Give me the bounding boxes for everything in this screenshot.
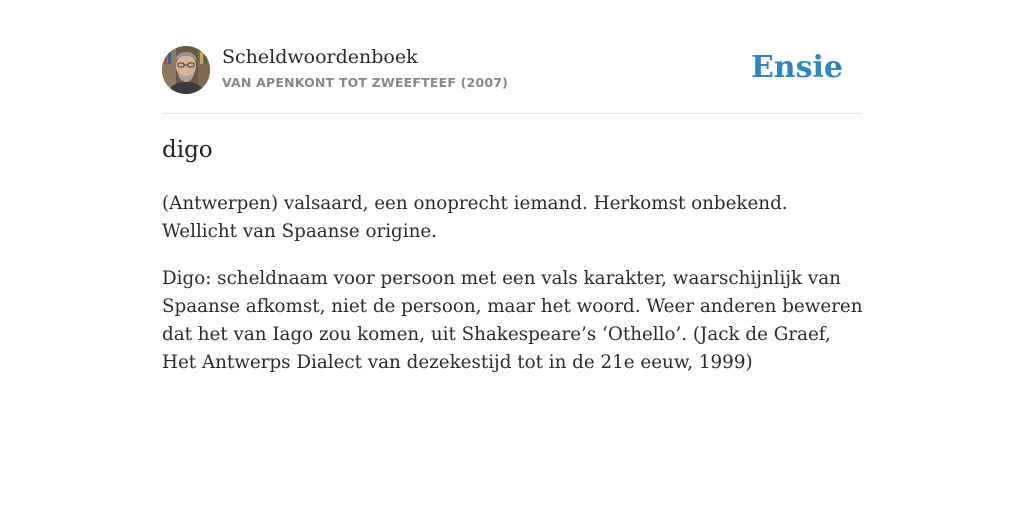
author-portrait-icon — [162, 46, 210, 94]
source-title[interactable]: Scheldwoordenboek — [222, 46, 418, 68]
definition-paragraph: Digo: scheldnaam voor persoon met een vals karakter, waarschijnlijk van Spaanse afkomst, niet de persoon, maar het woord. Weer anderen beweren dat het van Iago zou komen, uit Shakespeare’s ‘Othello’. (Jack de Graef, Het Antwerps Dialect van dezekestijd tot in de 21e eeuw, 1999) — [162, 268, 863, 373]
definition-paragraph: (Antwerpen) valsaard, een onoprecht iemand. Herkomst onbekend. Wellicht van Spaanse origine. — [162, 193, 788, 242]
avatar[interactable] — [162, 46, 210, 94]
source-header — [162, 46, 862, 96]
divider — [162, 113, 862, 114]
source-subtitle: VAN APENKONT TOT ZWEEFTEEF (2007) — [222, 75, 509, 90]
entry-term: digo — [162, 137, 213, 163]
brand-logo[interactable]: Ensie — [750, 50, 843, 85]
entry-definition — [162, 190, 868, 396]
